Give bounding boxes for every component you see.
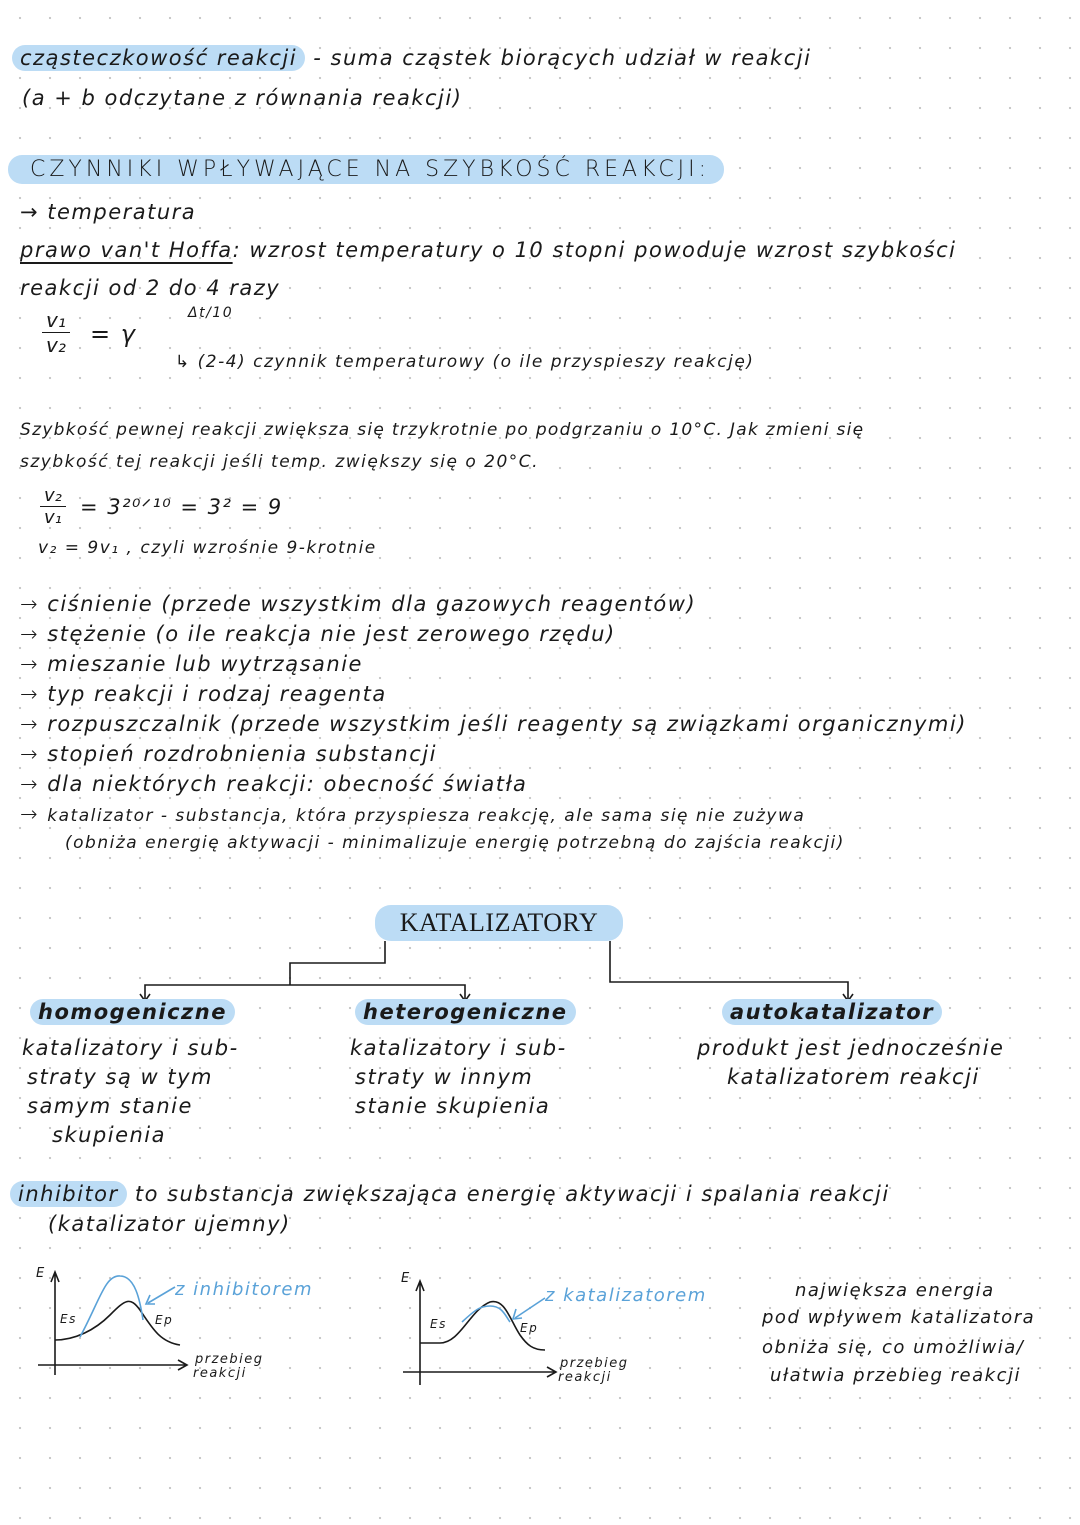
catalyst-type-desc: produkt jest jednocześnie [697, 1036, 1005, 1060]
arrow-icon: → [20, 622, 48, 646]
ratio-calculation: = 3²⁰ᐟ¹⁰ = 3² = 9 [80, 495, 283, 519]
arrow-icon: → [20, 772, 48, 796]
catalyst-type-desc: straty są w tym [27, 1065, 213, 1089]
graph2-y-axis [416, 1281, 424, 1385]
term-highlight: cząsteczkowość reakcji [12, 45, 305, 71]
section-heading: CZYNNIKI WPŁYWAJĄCE NA SZYBKOŚĆ REAKCJI: [8, 157, 724, 182]
catalyst-type-desc: straty w innym [355, 1065, 534, 1089]
factor-label: typ reakcji i rodzaj reagenta [47, 682, 387, 706]
factor-label: rozpuszczalnik (przede wszystkim jeśli reagenty są związkami organicznymi) [47, 712, 967, 736]
ratio-fraction: $\frac{\text{v₂}}{\text{v₁}}$ [40, 485, 66, 528]
intro-note: (a + b odczytane z równania reakcji) [22, 86, 463, 110]
graph-x-label-2: reakcji [558, 1370, 612, 1385]
catalyst-type-desc: katalizatory i sub- [350, 1036, 567, 1060]
example-question-1: Szybkość pewnej reakcji zwiększa się trzykrotnie po podgrzaniu o 10°C. Jak zmieni się [20, 420, 865, 440]
arrow-icon: → [20, 742, 48, 766]
inhibitor-definition: inhibitor to substancja zwiększająca energię aktywacji i spalania reakcji [10, 1182, 890, 1206]
factors-note: (obniża energię aktywacji - minimalizuje energię potrzebną do zajścia reakcji) [65, 833, 845, 853]
graph-start-label: Es [60, 1312, 77, 1326]
graph-x-label-1: przebieg [195, 1352, 264, 1367]
type-label: heterogeniczne [355, 999, 576, 1025]
graph-y-label: E [36, 1266, 46, 1281]
arrow-icon: → [20, 682, 48, 706]
graph1-annotation-arrow [146, 1287, 175, 1304]
definition-text: - suma cząstek biorących udział w reakcji [313, 46, 812, 70]
conclusion-line: pod wpływem katalizatora [762, 1307, 1036, 1328]
graph-y-label: E [401, 1271, 411, 1286]
catalyst-type-desc: samym stanie [27, 1094, 193, 1118]
arrow-icon: → [20, 652, 48, 676]
graph1-y-axis [51, 1272, 59, 1375]
factor-label: katalizator - substancja, która przyspiesza reakcję, ale sama się nie zużywa [47, 806, 806, 826]
formula-fraction: $\frac{\text{v₁}}{\text{v₂}}$ [42, 308, 70, 357]
catalyst-type-desc: stanie skupienia [355, 1094, 551, 1118]
catalysts-title: KATALIZATORY [375, 905, 623, 941]
example-answer: v₂ = 9v₁ , czyli wzrośnie 9-krotnie [38, 538, 377, 558]
type-label: homogeniczne [30, 999, 235, 1025]
factor-label: mieszanie lub wytrząsanie [47, 652, 363, 676]
graph-x-label-1: przebieg [560, 1356, 629, 1371]
graph-annotation: z inhibitorem [175, 1279, 313, 1300]
inhibitor-note: (katalizator ujemny) [48, 1212, 291, 1236]
gamma-note: ↳ (2-4) czynnik temperaturowy (o ile przyspieszy reakcję) [175, 352, 755, 372]
law-text-continued: reakcji od 2 do 4 razy [20, 276, 281, 300]
factor-label: dla niektórych reakcji: obecność światła [47, 772, 528, 796]
formula-gamma: = γ [90, 320, 137, 348]
formula-exponent: Δt/10 [188, 305, 234, 321]
graph-end-label: Ep [520, 1321, 539, 1335]
law-name: prawo van't Hoffa [20, 238, 233, 262]
conclusion-line: obniża się, co umożliwia/ [762, 1337, 1025, 1358]
catalyst-type-desc: katalizatorem reakcji [727, 1065, 980, 1089]
factor-label: ciśnienie (przede wszystkim dla gazowych reagentów) [47, 592, 697, 616]
arrow-icon: → [20, 592, 48, 616]
arrow-icon: → [20, 712, 48, 736]
conclusion-line: ułatwia przebieg reakcji [770, 1365, 1021, 1386]
graph1-x-axis [38, 1360, 187, 1370]
graph2-x-axis [403, 1367, 556, 1377]
law-text: : wzrost temperatury o 10 stopni powoduje wzrost szybkości [232, 238, 957, 262]
graph2-annotation-arrow [513, 1298, 545, 1319]
factor-label: stopień rozdrobnienia substancji [47, 742, 437, 766]
catalyst-type-desc: katalizatory i sub- [22, 1036, 239, 1060]
arrow-icon: → [20, 802, 48, 826]
graph1-inhibitor-curve [80, 1276, 143, 1337]
graph-x-label-2: reakcji [193, 1366, 247, 1381]
catalyst-type-desc: skupienia [52, 1123, 167, 1147]
type-label: autokatalizator [722, 999, 942, 1025]
factor-label: stężenie (o ile reakcja nie jest zerowego rzędu) [47, 622, 616, 646]
example-question-2: szybkość tej reakcji jeśli temp. zwiększy się o 20°C. [20, 452, 540, 472]
graph-end-label: Ep [155, 1313, 174, 1327]
graph-annotation: z katalizatorem [545, 1285, 707, 1306]
conclusion-line: największa energia [795, 1280, 995, 1301]
factor-temperature: → temperatura [20, 200, 197, 224]
graph-start-label: Es [430, 1317, 447, 1331]
inhibitor-term: inhibitor [10, 1181, 127, 1207]
